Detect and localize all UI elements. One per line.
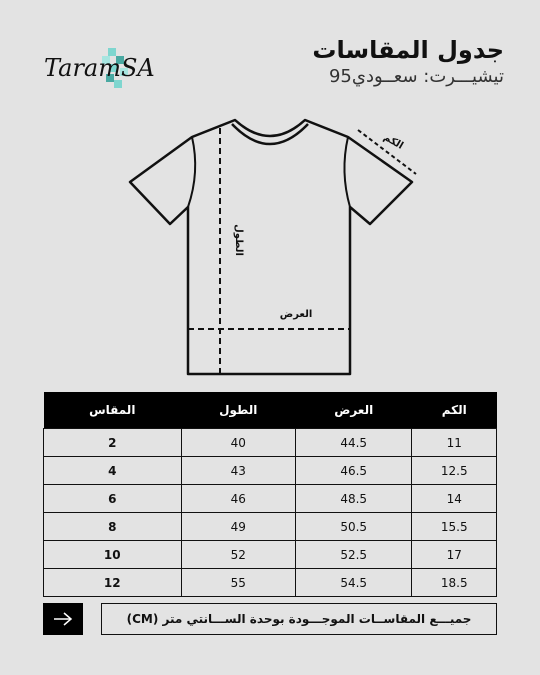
cell-sleeve: 12.5 — [412, 457, 497, 485]
cell-sleeve: 11 — [412, 429, 497, 457]
size-table-header — [44, 392, 497, 429]
table-row — [44, 429, 497, 457]
logo-text: TaramSA — [44, 54, 155, 82]
cell-size: 2 — [44, 429, 182, 457]
width-label: العرض — [279, 309, 313, 320]
next-button[interactable] — [43, 603, 83, 635]
cell-size: 8 — [44, 513, 182, 541]
cell-size: 6 — [44, 485, 182, 513]
col-header-size: المقاس — [44, 392, 182, 429]
cell-width: 52.5 — [295, 541, 412, 569]
cell-length: 40 — [181, 429, 295, 457]
cell-length: 46 — [181, 485, 295, 513]
cell-size: 10 — [44, 541, 182, 569]
cell-width: 46.5 — [295, 457, 412, 485]
col-header-sleeve: الكم — [412, 392, 497, 429]
brand-logo — [40, 40, 180, 100]
cell-size: 12 — [44, 569, 182, 597]
sleeve-label: الكم — [381, 131, 406, 152]
units-note: جميـــع المقاســات الموجـــودة بوحدة الســـانتي متر (CM) — [101, 603, 497, 635]
cell-length: 52 — [181, 541, 295, 569]
length-label: الطول — [233, 224, 244, 256]
table-row — [44, 569, 497, 597]
cell-width: 48.5 — [295, 485, 412, 513]
cell-sleeve: 18.5 — [412, 569, 497, 597]
page-subtitle: تيشيـــرت: سعــودي95 — [328, 66, 504, 87]
logo-graphic — [40, 40, 180, 100]
cell-sleeve: 15.5 — [412, 513, 497, 541]
cell-sleeve: 17 — [412, 541, 497, 569]
cell-width: 50.5 — [295, 513, 412, 541]
table-row — [44, 457, 497, 485]
cell-size: 4 — [44, 457, 182, 485]
table-row — [44, 485, 497, 513]
table-row — [44, 513, 497, 541]
size-table — [43, 392, 497, 597]
table-row — [44, 541, 497, 569]
cell-length: 43 — [181, 457, 295, 485]
arrow-right-icon — [52, 611, 74, 627]
cell-sleeve: 14 — [412, 485, 497, 513]
cell-width: 54.5 — [295, 569, 412, 597]
col-header-length: الطول — [181, 392, 295, 429]
cell-length: 49 — [181, 513, 295, 541]
col-header-width: العرض — [295, 392, 412, 429]
cell-width: 44.5 — [295, 429, 412, 457]
tshirt-diagram — [120, 112, 420, 382]
page-title: جدول المقاسات — [312, 36, 504, 64]
cell-length: 55 — [181, 569, 295, 597]
